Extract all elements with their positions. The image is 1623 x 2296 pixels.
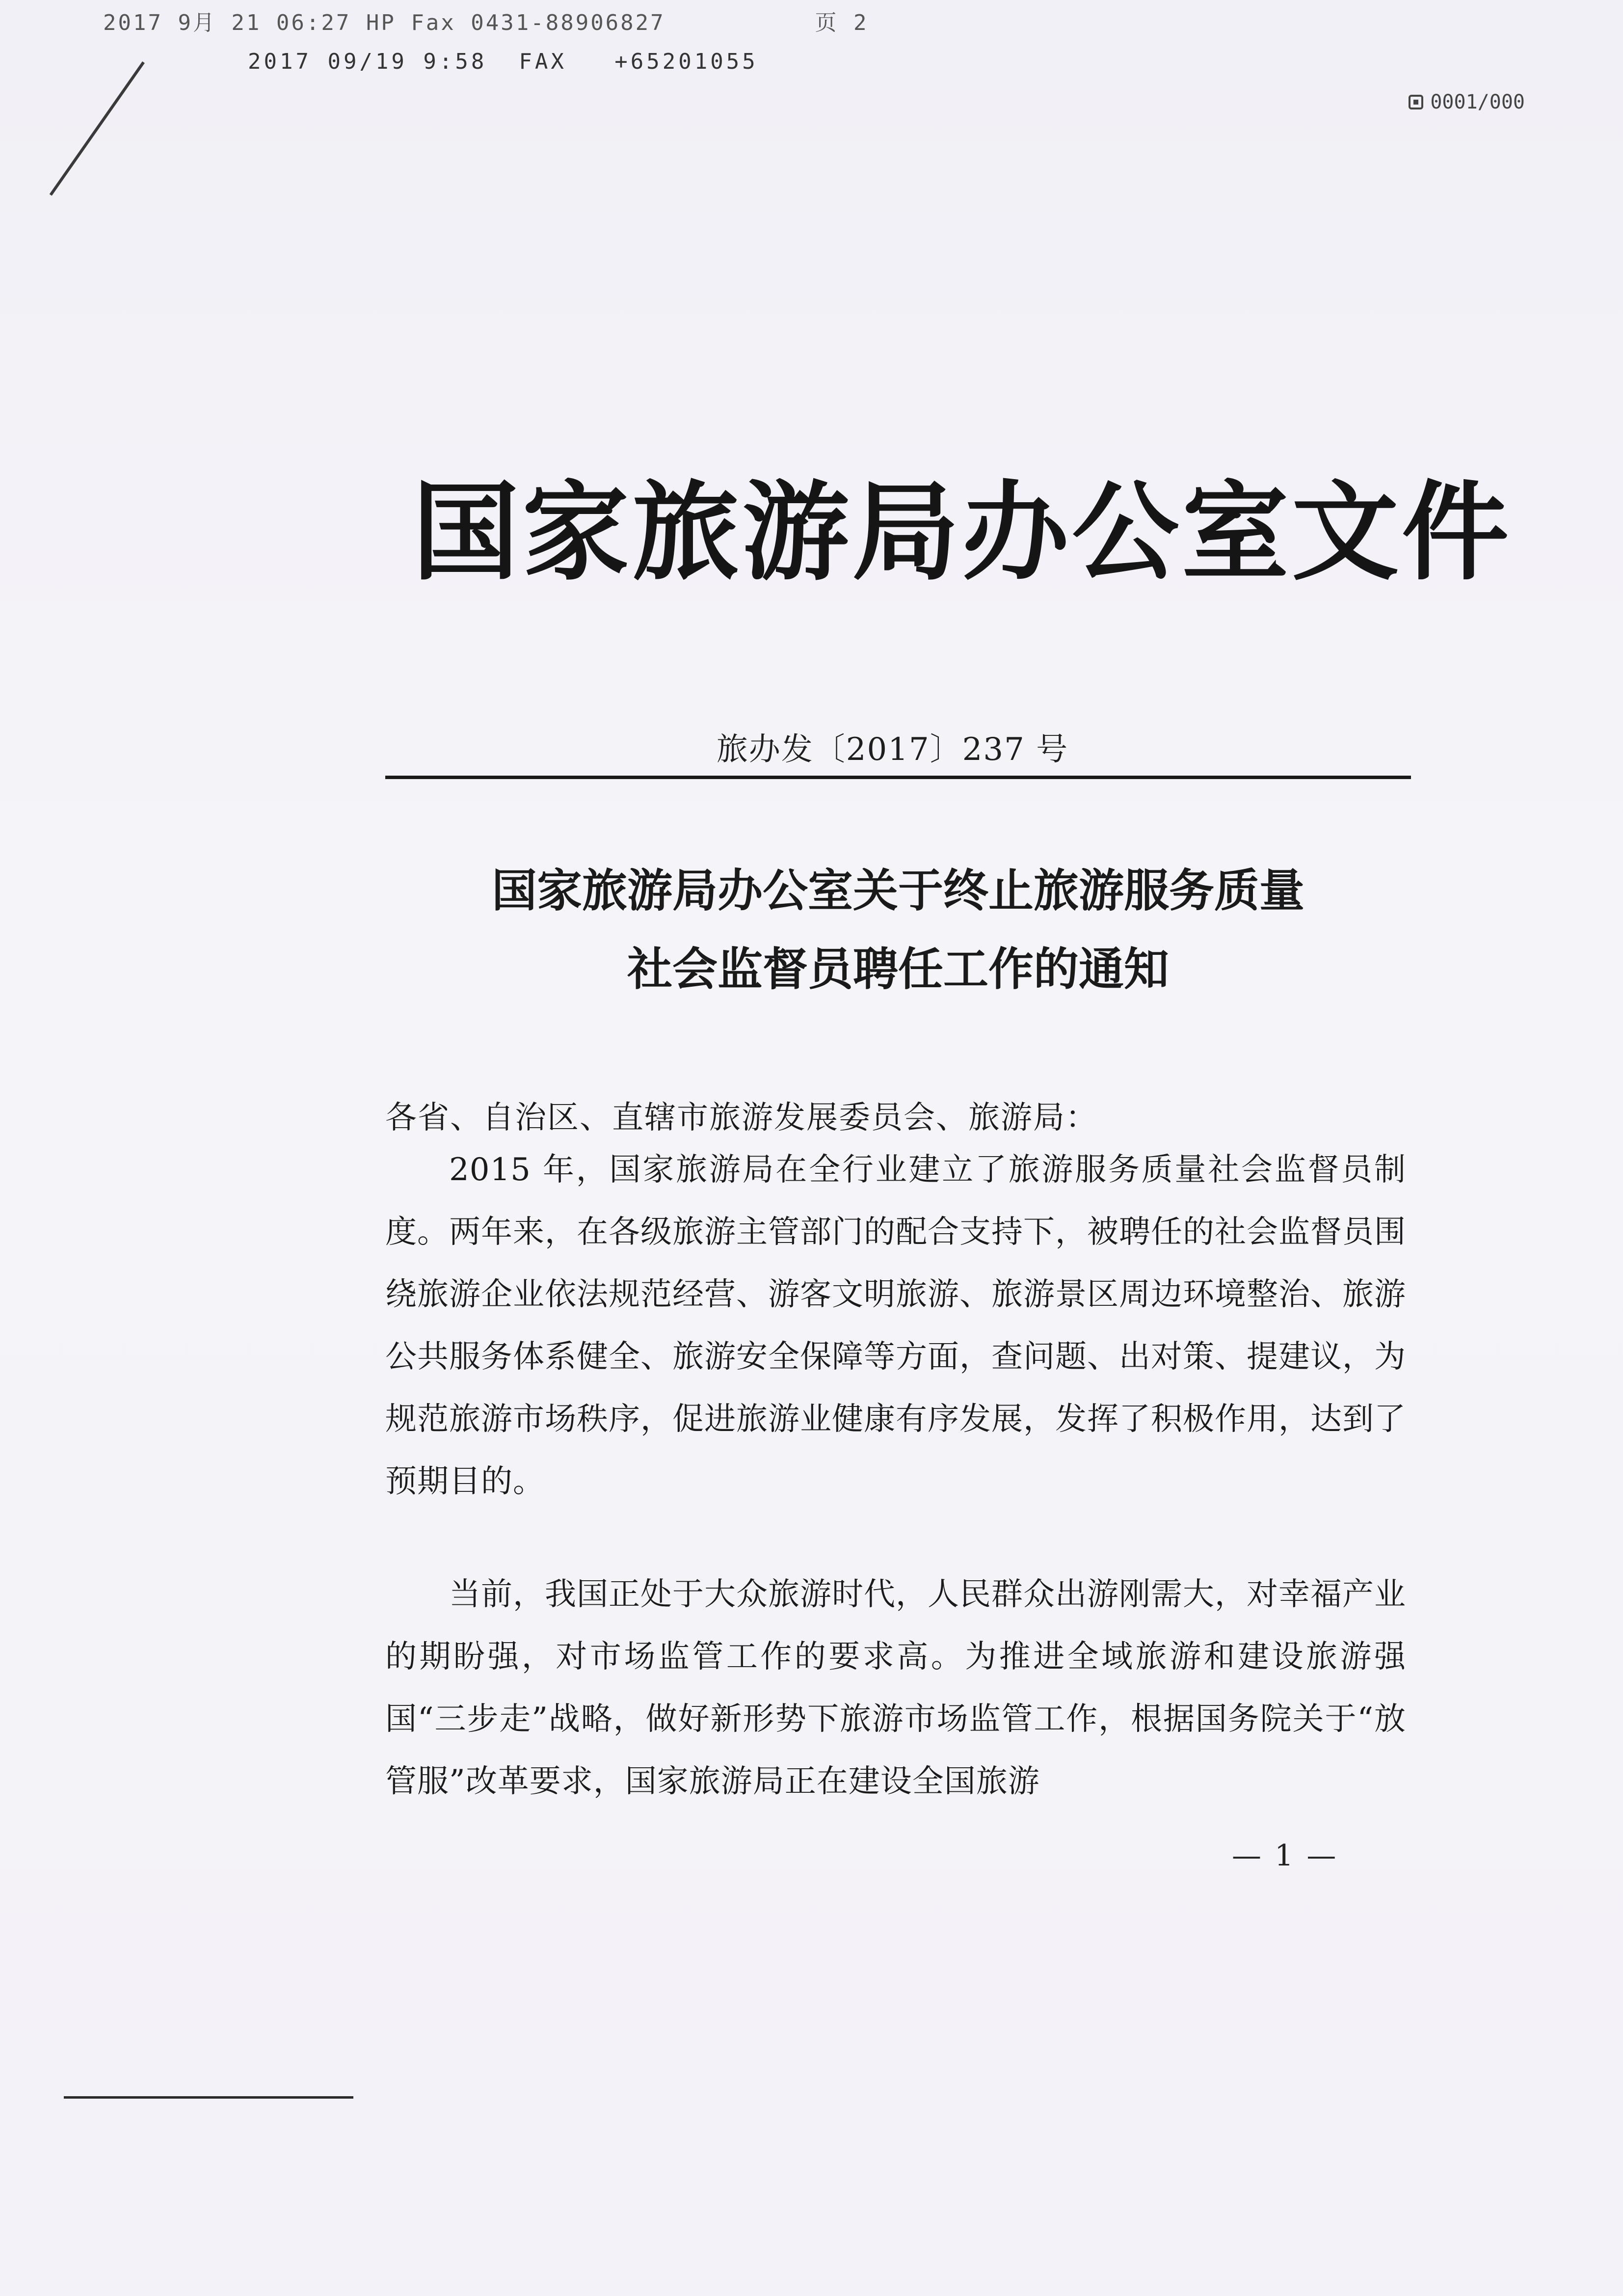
document-subject: [383, 852, 1413, 1009]
issuer-title: 国家旅游局办公室文件: [412, 471, 1512, 595]
header-rule: [385, 776, 1411, 779]
document-number: 旅办发〔2017〕237 号: [716, 731, 1069, 768]
footer-rule: [64, 2096, 353, 2099]
fax-header-line-2: 2017 09/19 9:58 FAX +65201055: [248, 49, 758, 74]
subject-line-1: 国家旅游局办公室关于终止旅游服务质量: [491, 864, 1304, 917]
addressee: 各省、自治区、直辖市旅游发展委员会、旅游局：: [385, 1100, 1098, 1136]
subject-line-2: 社会监督员聘任工作的通知: [627, 943, 1169, 996]
fax-page-icon: [1409, 95, 1423, 109]
fax-page-counter-text: 0001/000: [1430, 91, 1525, 113]
fax-page-counter: [1409, 91, 1525, 113]
body-paragraph-1: 2015 年，国家旅游局在全行业建立了旅游服务质量社会监督员制度。两年来，在各级旅游主管部门的配合支持下，被聘任的社会监督员围绕旅游企业依法规范经营、游客文明旅游、旅游景区周边环境整治、旅游公共服务体系健全、旅游安全保障等方面，查问题、出对策、提建议，为规范旅游市场秩序，促进旅游业健康有序发展，发挥了积极作用，达到了预期目的。: [385, 1152, 1406, 1500]
body-paragraph-2: 当前，我国正处于大众旅游时代，人民群众出游刚需大，对幸福产业的期盼强，对市场监管工作的要求高。为推进全域旅游和建设旅游强国“三步走”战略，做好新形势下旅游市场监管工作，根据国务院关于“放管服”改革要求，国家旅游局正在建设全国旅游: [385, 1576, 1406, 1800]
page-number: — 1 —: [1232, 1838, 1338, 1873]
fax-header-line-1: 2017 9月 21 06:27 HP Fax 0431-88906827 页 2: [103, 10, 869, 35]
pen-stroke-mark: [50, 61, 145, 196]
